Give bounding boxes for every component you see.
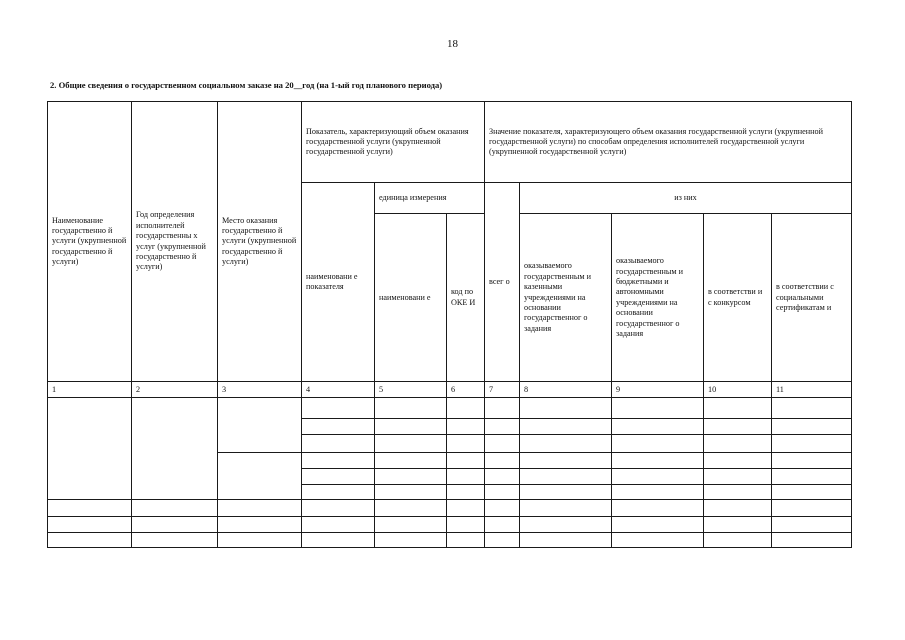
table-cell[interactable] <box>375 452 447 468</box>
table-cell[interactable] <box>520 435 612 452</box>
table-cell[interactable] <box>132 532 218 547</box>
table-cell[interactable] <box>375 499 447 516</box>
table-cell[interactable] <box>772 499 852 516</box>
table-cell[interactable] <box>447 398 485 419</box>
table-row <box>48 516 852 532</box>
header-by-certificates: в соответствии с социальными сертификатам и <box>772 214 852 382</box>
table-cell[interactable] <box>612 468 704 484</box>
header-unit-name: наименовани е <box>375 214 447 382</box>
table-cell[interactable] <box>612 499 704 516</box>
column-number: 9 <box>612 382 704 398</box>
table-cell[interactable] <box>612 532 704 547</box>
table-cell[interactable] <box>302 419 375 435</box>
cell-place[interactable] <box>218 452 302 499</box>
table-cell[interactable] <box>485 435 520 452</box>
table-cell[interactable] <box>612 435 704 452</box>
table-cell[interactable] <box>704 499 772 516</box>
column-number: 3 <box>218 382 302 398</box>
table-cell[interactable] <box>520 468 612 484</box>
table-cell[interactable] <box>485 499 520 516</box>
table-cell[interactable] <box>612 516 704 532</box>
table-cell[interactable] <box>132 516 218 532</box>
social-order-table <box>47 101 852 548</box>
table-cell[interactable] <box>520 398 612 419</box>
column-number: 6 <box>447 382 485 398</box>
table-cell[interactable] <box>612 419 704 435</box>
table-cell[interactable] <box>48 499 132 516</box>
table-cell[interactable] <box>375 435 447 452</box>
table-cell[interactable] <box>485 419 520 435</box>
header-year: Год определения исполнителей государственны х услуг (укрупненной государственно й услуги) <box>132 102 218 382</box>
column-number: 5 <box>375 382 447 398</box>
table-cell[interactable] <box>218 499 302 516</box>
table-cell[interactable] <box>520 499 612 516</box>
table-cell[interactable] <box>302 398 375 419</box>
column-number: 11 <box>772 382 852 398</box>
header-service-name: Наименование государственно й услуги (укрупненной государственно й услуги) <box>48 102 132 382</box>
table-cell[interactable] <box>447 484 485 499</box>
table-cell[interactable] <box>704 468 772 484</box>
table-cell[interactable] <box>485 484 520 499</box>
column-number: 2 <box>132 382 218 398</box>
header-unit-group: единица измерения <box>375 183 485 214</box>
table-cell[interactable] <box>485 468 520 484</box>
table-cell[interactable] <box>375 516 447 532</box>
table-cell[interactable] <box>612 398 704 419</box>
header-of-them: из них <box>520 183 852 214</box>
column-number: 10 <box>704 382 772 398</box>
table-cell[interactable] <box>48 532 132 547</box>
table-cell[interactable] <box>302 532 375 547</box>
table-cell[interactable] <box>447 435 485 452</box>
table-row <box>48 499 852 516</box>
table-cell[interactable] <box>704 484 772 499</box>
header-budget-institutions: оказываемого государственным и бюджетными и автономными учреждениями на основании государственног о задания <box>612 214 704 382</box>
header-indicator-name: наименовани е показателя <box>302 183 375 382</box>
table-cell[interactable] <box>447 452 485 468</box>
table-cell[interactable] <box>612 484 704 499</box>
page-number: 18 <box>447 38 458 50</box>
cell-service-name[interactable] <box>48 398 132 499</box>
header-value-group: Значение показателя, характеризующего объем оказания государственной услуги (укрупненной государственной услуги) по способам определения исполнителей государственной услуги (укрупненной государственной услуги) <box>485 102 852 183</box>
table-cell[interactable] <box>704 419 772 435</box>
column-number: 7 <box>485 382 520 398</box>
table-cell[interactable] <box>485 452 520 468</box>
table-cell[interactable] <box>375 398 447 419</box>
table-row <box>48 398 852 419</box>
table-cell[interactable] <box>447 516 485 532</box>
table-row <box>48 532 852 547</box>
section-title: 2. Общие сведения о государственном социальном заказе на 20__год (на 1-ый год планового периода) <box>50 80 443 90</box>
table-cell[interactable] <box>375 484 447 499</box>
table-cell[interactable] <box>447 499 485 516</box>
table-cell[interactable] <box>520 484 612 499</box>
table-cell[interactable] <box>772 398 852 419</box>
header-state-institutions: оказываемого государственным и казенными учреждениями на основании государственног о задания <box>520 214 612 382</box>
table-cell[interactable] <box>375 532 447 547</box>
table-cell[interactable] <box>375 468 447 484</box>
table-cell[interactable] <box>485 516 520 532</box>
cell-year[interactable] <box>132 398 218 499</box>
table-cell[interactable] <box>485 532 520 547</box>
table-cell[interactable] <box>302 452 375 468</box>
table-cell[interactable] <box>218 532 302 547</box>
table-cell[interactable] <box>704 398 772 419</box>
table-cell[interactable] <box>520 419 612 435</box>
table-cell[interactable] <box>375 419 447 435</box>
cell-place[interactable] <box>218 398 302 452</box>
table-cell[interactable] <box>612 452 704 468</box>
table-cell[interactable] <box>704 516 772 532</box>
table-cell[interactable] <box>704 452 772 468</box>
table-cell[interactable] <box>772 452 852 468</box>
header-total: всег о <box>485 183 520 382</box>
table-cell[interactable] <box>772 484 852 499</box>
table-cell[interactable] <box>704 532 772 547</box>
table-cell[interactable] <box>772 532 852 547</box>
table-cell[interactable] <box>772 468 852 484</box>
column-number: 4 <box>302 382 375 398</box>
table-cell[interactable] <box>48 516 132 532</box>
table-cell[interactable] <box>447 468 485 484</box>
table-cell[interactable] <box>520 452 612 468</box>
table-cell[interactable] <box>772 516 852 532</box>
header-indicator-group: Показатель, характеризующий объем оказания государственной услуги (укрупненной государственной услуги) <box>302 102 485 183</box>
column-number: 8 <box>520 382 612 398</box>
table-cell[interactable] <box>485 398 520 419</box>
table-cell[interactable] <box>132 499 218 516</box>
table-cell[interactable] <box>447 419 485 435</box>
table-cell[interactable] <box>447 532 485 547</box>
table-cell[interactable] <box>302 484 375 499</box>
header-by-competition: в соответстви и с конкурсом <box>704 214 772 382</box>
header-place: Место оказания государственно й услуги (укрупненной государственно й услуги) <box>218 102 302 382</box>
table-cell[interactable] <box>218 516 302 532</box>
table-cell[interactable] <box>772 419 852 435</box>
table-cell[interactable] <box>520 516 612 532</box>
header-okei-code: код по ОКЕ И <box>447 214 485 382</box>
table-cell[interactable] <box>302 468 375 484</box>
table-cell[interactable] <box>772 435 852 452</box>
table-cell[interactable] <box>302 516 375 532</box>
table-cell[interactable] <box>302 499 375 516</box>
table-cell[interactable] <box>520 532 612 547</box>
table-cell[interactable] <box>302 435 375 452</box>
column-number: 1 <box>48 382 132 398</box>
table-cell[interactable] <box>704 435 772 452</box>
